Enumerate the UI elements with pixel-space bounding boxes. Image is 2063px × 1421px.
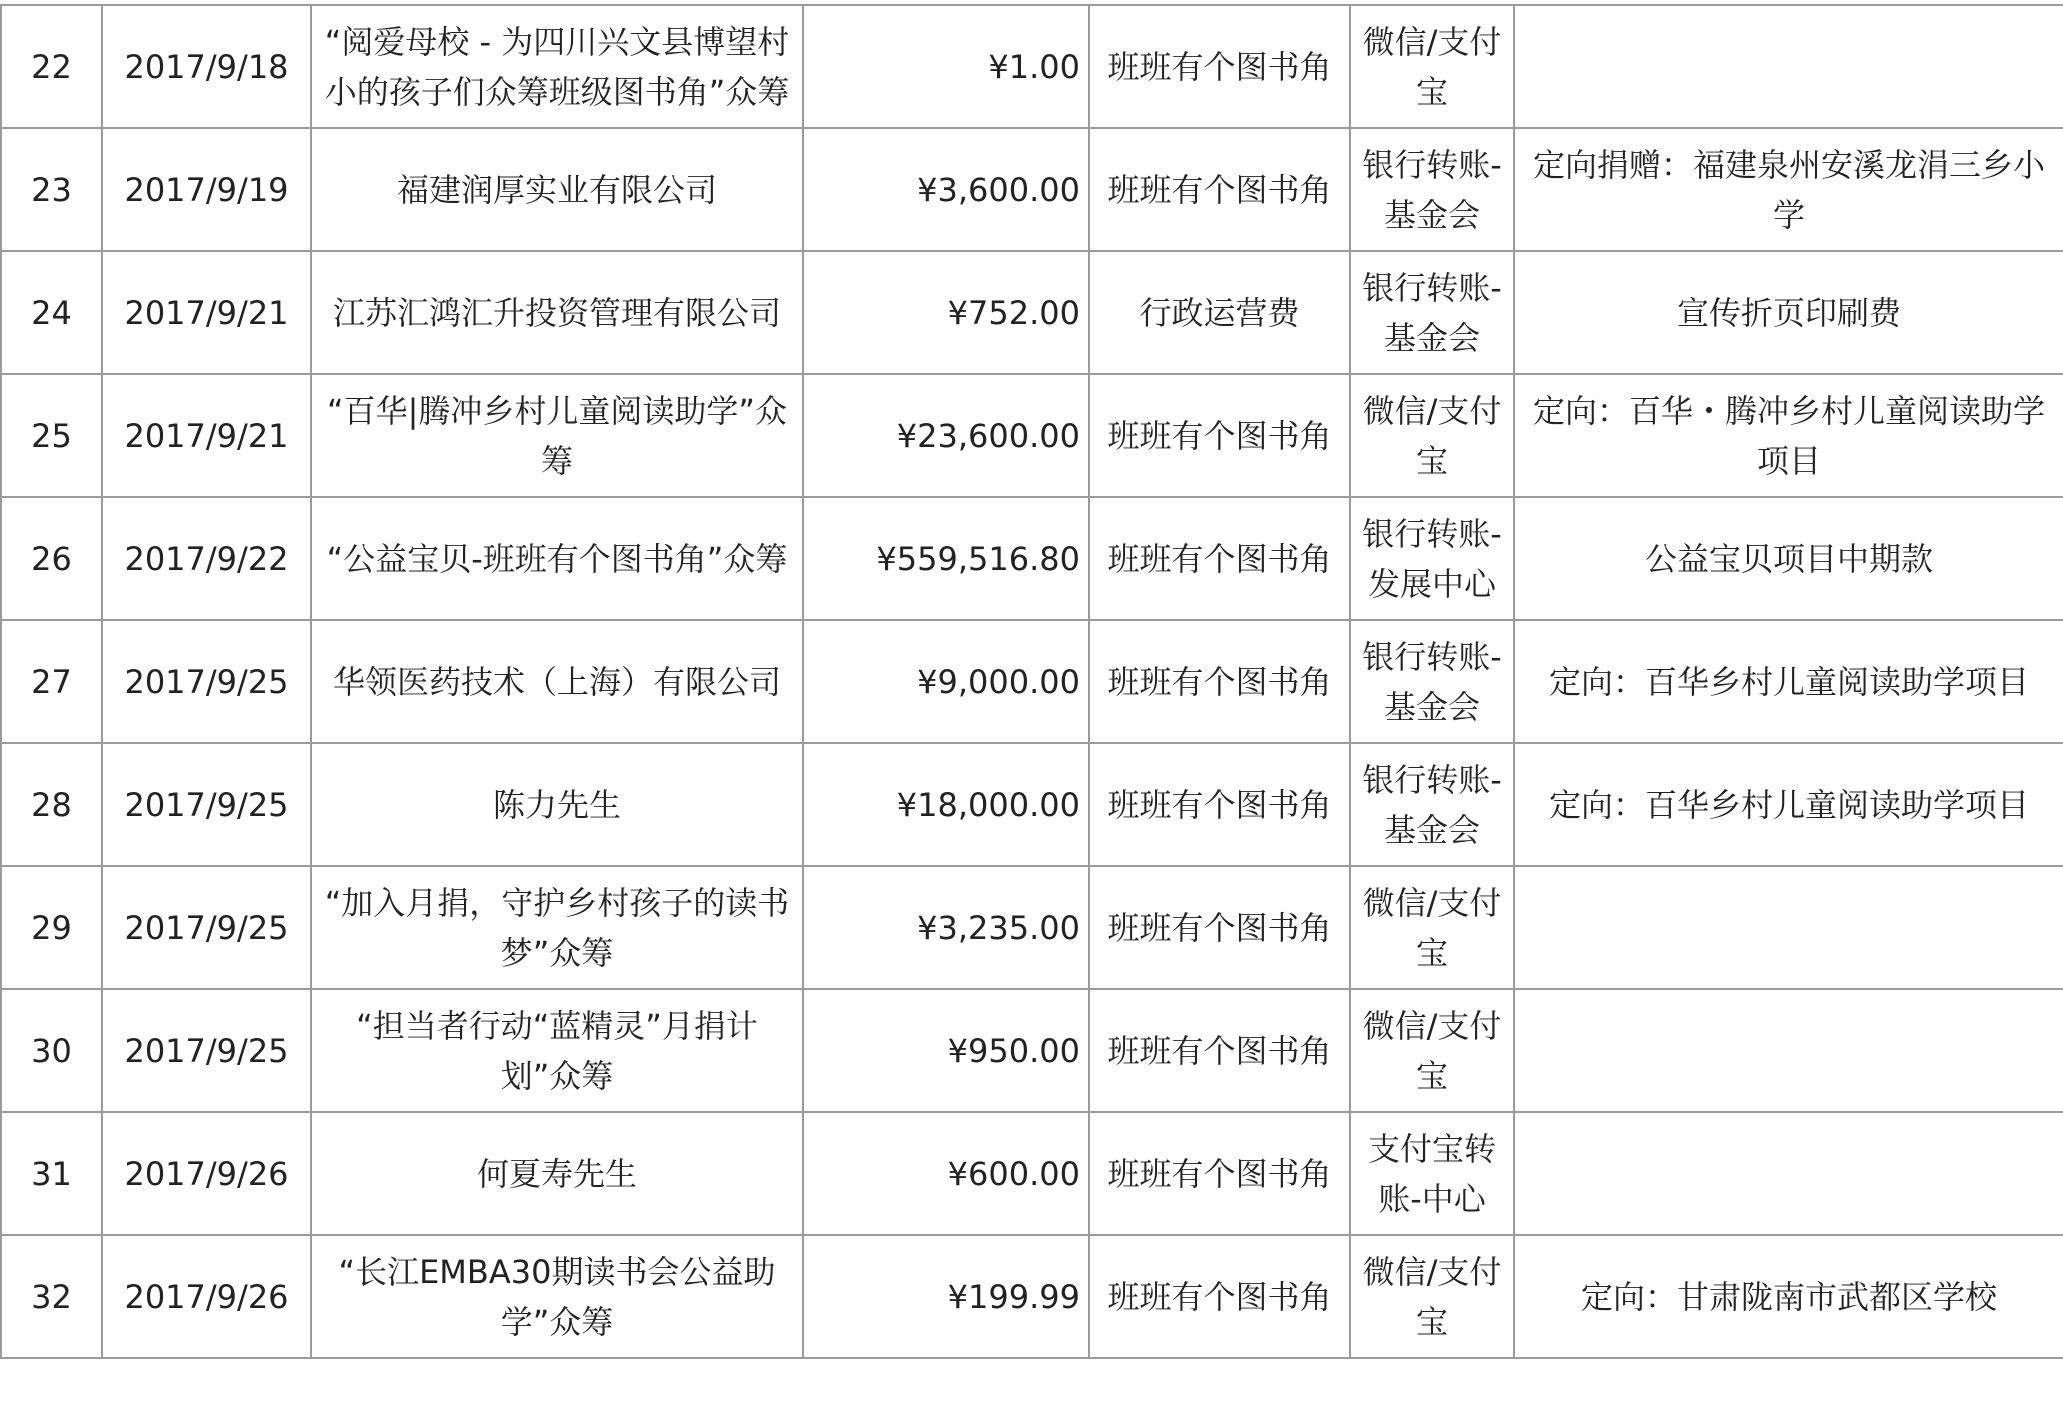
date-cell: 2017/9/21 xyxy=(102,251,311,374)
note-cell: 定向捐赠：福建泉州安溪龙涓三乡小学 xyxy=(1514,128,2063,251)
payment-method-cell: 微信/支付宝 xyxy=(1350,5,1514,128)
amount-cell: ¥1.00 xyxy=(803,5,1089,128)
amount-cell: ¥199.99 xyxy=(803,1235,1089,1358)
table-row xyxy=(1,1112,2063,1235)
table-row xyxy=(1,374,2063,497)
project-cell: 班班有个图书角 xyxy=(1089,866,1350,989)
table-row xyxy=(1,743,2063,866)
amount-cell: ¥3,600.00 xyxy=(803,128,1089,251)
payment-method-cell: 支付宝转账-中心 xyxy=(1350,1112,1514,1235)
note-cell: 宣传折页印刷费 xyxy=(1514,251,2063,374)
note-cell: 定向：百华・腾冲乡村儿童阅读助学项目 xyxy=(1514,374,2063,497)
table-row xyxy=(1,5,2063,128)
amount-cell: ¥3,235.00 xyxy=(803,866,1089,989)
project-cell: 班班有个图书角 xyxy=(1089,128,1350,251)
table-row xyxy=(1,1235,2063,1358)
table-row xyxy=(1,620,2063,743)
payment-method-cell: 微信/支付宝 xyxy=(1350,1235,1514,1358)
row-number-cell: 30 xyxy=(1,989,102,1112)
date-cell: 2017/9/25 xyxy=(102,743,311,866)
date-cell: 2017/9/25 xyxy=(102,989,311,1112)
donation-table-body xyxy=(1,5,2063,1358)
row-number-cell: 32 xyxy=(1,1235,102,1358)
note-cell xyxy=(1514,1112,2063,1235)
amount-cell: ¥950.00 xyxy=(803,989,1089,1112)
table-row xyxy=(1,497,2063,620)
table-row xyxy=(1,989,2063,1112)
donor-cell: “百华|腾冲乡村儿童阅读助学”众筹 xyxy=(311,374,803,497)
project-cell: 行政运营费 xyxy=(1089,251,1350,374)
project-cell: 班班有个图书角 xyxy=(1089,497,1350,620)
payment-method-cell: 银行转账-发展中心 xyxy=(1350,497,1514,620)
note-cell: 定向：甘肃陇南市武都区学校 xyxy=(1514,1235,2063,1358)
row-number-cell: 29 xyxy=(1,866,102,989)
date-cell: 2017/9/26 xyxy=(102,1235,311,1358)
payment-method-cell: 银行转账-基金会 xyxy=(1350,251,1514,374)
date-cell: 2017/9/25 xyxy=(102,620,311,743)
donor-cell: 何夏寿先生 xyxy=(311,1112,803,1235)
date-cell: 2017/9/18 xyxy=(102,5,311,128)
donor-cell: “长江EMBA30期读书会公益助学”众筹 xyxy=(311,1235,803,1358)
date-cell: 2017/9/19 xyxy=(102,128,311,251)
row-number-cell: 26 xyxy=(1,497,102,620)
amount-cell: ¥752.00 xyxy=(803,251,1089,374)
donor-cell: 陈力先生 xyxy=(311,743,803,866)
note-cell xyxy=(1514,866,2063,989)
payment-method-cell: 银行转账-基金会 xyxy=(1350,620,1514,743)
date-cell: 2017/9/21 xyxy=(102,374,311,497)
row-number-cell: 31 xyxy=(1,1112,102,1235)
donor-cell: 福建润厚实业有限公司 xyxy=(311,128,803,251)
donor-cell: 华领医药技术（上海）有限公司 xyxy=(311,620,803,743)
project-cell: 班班有个图书角 xyxy=(1089,1112,1350,1235)
row-number-cell: 24 xyxy=(1,251,102,374)
amount-cell: ¥600.00 xyxy=(803,1112,1089,1235)
note-cell: 公益宝贝项目中期款 xyxy=(1514,497,2063,620)
project-cell: 班班有个图书角 xyxy=(1089,620,1350,743)
row-number-cell: 25 xyxy=(1,374,102,497)
donor-cell: “公益宝贝-班班有个图书角”众筹 xyxy=(311,497,803,620)
table-row xyxy=(1,128,2063,251)
amount-cell: ¥9,000.00 xyxy=(803,620,1089,743)
project-cell: 班班有个图书角 xyxy=(1089,743,1350,866)
table-row xyxy=(1,251,2063,374)
project-cell: 班班有个图书角 xyxy=(1089,989,1350,1112)
table-row xyxy=(1,866,2063,989)
payment-method-cell: 微信/支付宝 xyxy=(1350,866,1514,989)
row-number-cell: 28 xyxy=(1,743,102,866)
date-cell: 2017/9/25 xyxy=(102,866,311,989)
amount-cell: ¥23,600.00 xyxy=(803,374,1089,497)
donor-cell: “担当者行动“蓝精灵”月捐计划”众筹 xyxy=(311,989,803,1112)
amount-cell: ¥559,516.80 xyxy=(803,497,1089,620)
row-number-cell: 27 xyxy=(1,620,102,743)
payment-method-cell: 银行转账-基金会 xyxy=(1350,128,1514,251)
project-cell: 班班有个图书角 xyxy=(1089,1235,1350,1358)
row-number-cell: 23 xyxy=(1,128,102,251)
payment-method-cell: 微信/支付宝 xyxy=(1350,989,1514,1112)
note-cell xyxy=(1514,989,2063,1112)
payment-method-cell: 银行转账-基金会 xyxy=(1350,743,1514,866)
donation-table xyxy=(0,4,2063,1359)
payment-method-cell: 微信/支付宝 xyxy=(1350,374,1514,497)
donor-cell: “阅爱母校 - 为四川兴文县博望村小的孩子们众筹班级图书角”众筹 xyxy=(311,5,803,128)
note-cell xyxy=(1514,5,2063,128)
note-cell: 定向：百华乡村儿童阅读助学项目 xyxy=(1514,743,2063,866)
date-cell: 2017/9/26 xyxy=(102,1112,311,1235)
row-number-cell: 22 xyxy=(1,5,102,128)
amount-cell: ¥18,000.00 xyxy=(803,743,1089,866)
note-cell: 定向：百华乡村儿童阅读助学项目 xyxy=(1514,620,2063,743)
date-cell: 2017/9/22 xyxy=(102,497,311,620)
project-cell: 班班有个图书角 xyxy=(1089,374,1350,497)
donor-cell: 江苏汇鸿汇升投资管理有限公司 xyxy=(311,251,803,374)
project-cell: 班班有个图书角 xyxy=(1089,5,1350,128)
donor-cell: “加入月捐，守护乡村孩子的读书梦”众筹 xyxy=(311,866,803,989)
